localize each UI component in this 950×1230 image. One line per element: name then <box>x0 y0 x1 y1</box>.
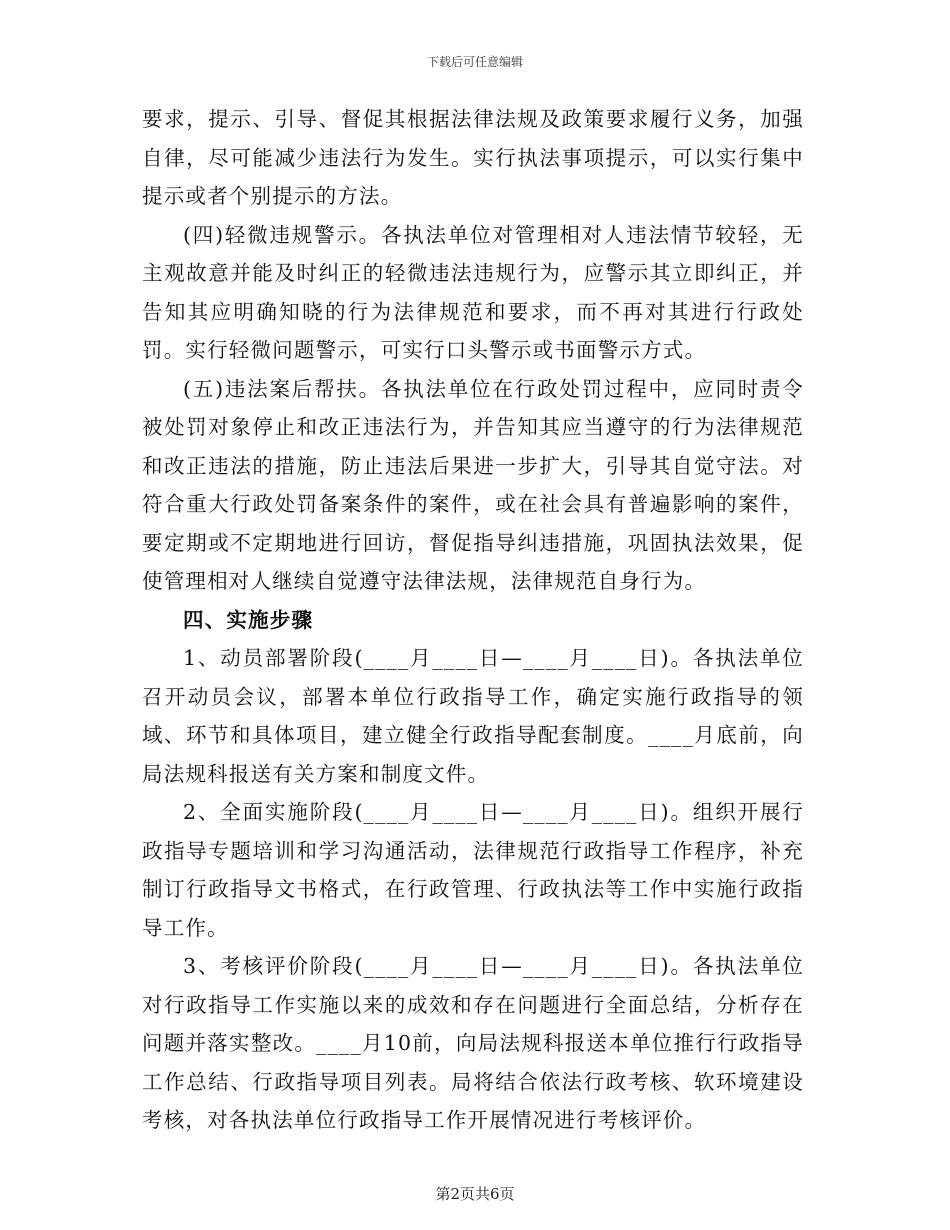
paragraph-continuation: 要求，提示、引导、督促其根据法律法规及政策要求履行义务，加强自律，尽可能减少违法行为发生。实行执法事项提示，可以实行集中提示或者个别提示的方法。 <box>142 107 804 208</box>
section-heading-implementation-steps: 四、实施步骤 <box>183 607 314 632</box>
page-footer: 第2页共6页 <box>435 1185 515 1203</box>
paragraph-step-2: 2、全面实施阶段(____月____日—____月____日)。组织开展行政指导专题培训和学习沟通活动，法律规范行政指导工作程序，补充制订行政指导文书格式，在行政管理、行政执法等工作中实施行政指导工作。 <box>142 800 804 940</box>
paragraph-step-1: 1、动员部署阶段(____月____日—____月____日)。各执法单位召开动员会议，部署本单位行政指导工作，确定实施行政指导的领域、环节和具体项目，建立健全行政指导配套制度。____月底前，向局法规科报送有关方案和制度文件。 <box>142 646 804 786</box>
page-header: 下载后可任意编辑 <box>426 55 523 69</box>
document-body <box>142 100 804 1140</box>
paragraph-post-violation-assistance: (五)违法案后帮扶。各执法单位在行政处罚过程中，应同时责令被处罚对象停止和改正违法行为，并告知其应当遵守的行为法律规范和改正违法的措施，防止违法后果进一步扩大，引导其自觉守法。对符合重大行政处罚备案条件的案件，或在社会具有普遍影响的案件，要定期或不定期地进行回访，督促指导纠违措施，巩固执法效果，促使管理相对人继续自觉遵守法律法规，法律规范自身行为。 <box>142 376 804 593</box>
paragraph-step-3: 3、考核评价阶段(____月____日—____月____日)。各执法单位对行政指导工作实施以来的成效和存在问题进行全面总结，分析存在问题并落实整改。____月10前，向局法规科报送本单位推行行政指导工作总结、行政指导项目列表。局将结合依法行政考核、软环境建设考核，对各执法单位行政指导工作开展情况进行考核评价。 <box>142 954 804 1132</box>
paragraph-minor-violation-warning: (四)轻微违规警示。各执法单位对管理相对人违法情节较轻，无主观故意并能及时纠正的轻微违法违规行为，应警示其立即纠正，并告知其应明确知晓的行为法律规范和要求，而不再对其进行行政处罚。实行轻微问题警示，可实行口头警示或书面警示方式。 <box>142 222 804 362</box>
